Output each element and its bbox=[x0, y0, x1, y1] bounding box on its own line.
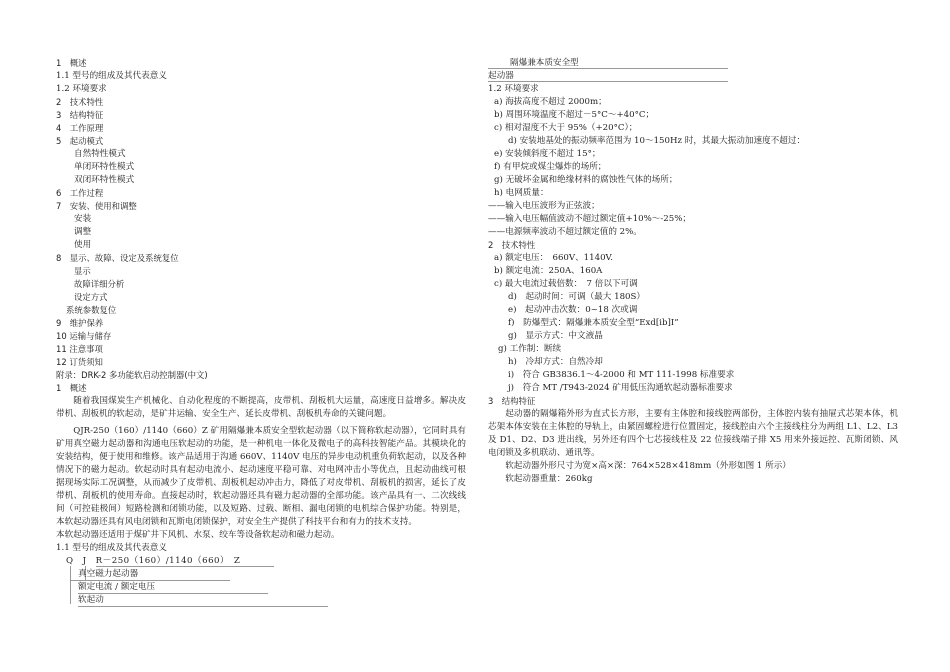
model-diagram-continuation bbox=[488, 57, 898, 83]
toc-entry: 2 技术特性 bbox=[56, 97, 104, 107]
model-label-soft-start: 软起动 bbox=[78, 595, 104, 605]
toc-entry: 4 工作原理 bbox=[56, 123, 104, 133]
environment-item: b) 周围环境温度不超过－5°C～+40°C； bbox=[494, 110, 655, 120]
technical-spec-item: e) 起动冲击次数：0~18 次或调 bbox=[508, 305, 638, 315]
toc-entry: 10 运输与储存 bbox=[56, 331, 112, 341]
model-label-vacuum-starter: 真空磁力起动器 bbox=[78, 569, 139, 579]
toc-entry: 8 显示、故障、设定及系统复位 bbox=[56, 253, 179, 263]
environment-item: h) 电网质量： bbox=[494, 188, 549, 198]
technical-spec-item: g) 显示方式：中文液晶 bbox=[508, 331, 603, 341]
technical-specs-title: 2 技术特性 bbox=[488, 240, 536, 250]
model-leader-line bbox=[488, 81, 728, 82]
section-1-title: 1 概述 bbox=[56, 383, 87, 393]
environment-item: f) 有甲烷或煤尘爆炸的场所； bbox=[494, 162, 607, 172]
environment-item: ——电源频率波动不超过额定值的 2%。 bbox=[488, 227, 642, 237]
model-bracket-line bbox=[96, 566, 274, 567]
structure-paragraph-1: 起动器的隔爆箱外形为直式长方形，主要有主体腔和接线腔两部份，主体腔内装有抽屉式芯架本体，机芯架本体安装在主体腔的导轨上，由紧固螺栓进行位置固定，接线腔由六个主接线柱分为两组 L1、L2、L3 及 D1、D2、D3 进出线，另外还有四个七芯接线柱及 22 位接线端子排 X5 用来外接远控、瓦斯闭锁、风电闭锁及多机联动、通讯等。 bbox=[488, 409, 898, 458]
environment-item: d) 安装地基处的振动频率范围为 10～150Hz 时，其最大振动加速度不超过： bbox=[508, 136, 806, 146]
model-label-explosion-proof: 隔爆兼本质安全型 bbox=[510, 58, 579, 68]
toc-entry: 使用 bbox=[74, 240, 92, 250]
technical-spec-item: f) 防爆型式：隔爆兼本质安全型“Exd[ib]I” bbox=[508, 318, 679, 328]
toc-entry: 设定方式 bbox=[74, 292, 108, 302]
toc-entry: 1.1 型号的组成及其代表意义 bbox=[56, 71, 167, 81]
toc-entry: 3 结构特征 bbox=[56, 110, 104, 120]
environment-item: a) 海拔高度不超过 2000m； bbox=[494, 97, 607, 107]
technical-spec-item: j) 符合 MT /T943-2024 矿用低压沟通软起动器标准要求 bbox=[508, 383, 733, 393]
toc-entry: 显示 bbox=[74, 266, 91, 276]
technical-specs-list bbox=[488, 252, 898, 395]
model-leader-line bbox=[70, 566, 71, 604]
model-label-starter: 起动器 bbox=[488, 71, 514, 81]
technical-spec-item: c) 最大电流过载倍数： 7 倍以下可调 bbox=[494, 279, 638, 289]
environment-item: c) 相对湿度不大于 95%（+20°C）； bbox=[494, 123, 638, 133]
environment-item: e) 安装倾斜度不超过 15°； bbox=[494, 149, 601, 159]
environment-list bbox=[488, 96, 898, 239]
technical-spec-item: d) 起动时间：可调（最大 180S） bbox=[508, 292, 646, 302]
environment-title: 1.2 环境要求 bbox=[488, 84, 539, 94]
technical-spec-item: h) 冷却方式：自然冷却 bbox=[508, 357, 603, 367]
structure-title: 3 结构特征 bbox=[488, 396, 536, 406]
technical-spec-item: a) 额定电压： 660V、1140V. bbox=[494, 253, 613, 263]
toc-entry: 双闭环特性模式 bbox=[74, 175, 135, 185]
section-1-paragraph-2: QJR-250（160）/1140（660）Z 矿用隔爆兼本质安全型软起动器（以下简称软起动器），它同时具有矿用真空磁力起动器和沟通电压软起动的功能，是一种机电一体化及微电子的高科技智能产品。其模块化的安装结构，便于使用和维修。该产品适用于沟通 660V、1140V 电压的异步电动机重负荷软起动，以及各种情况下的磁力起动。软起动时具有起动电流小、起动速度平稳可靠、对电网冲击小等优点，且起动曲线可根据现场实际工况调整，从而减少了皮带机、刮板机起动冲击力，降低了对皮带机、刮板机的损害，延长了皮带机、刮板机的使用寿命。直接起动时，软起动器还具有磁力起动器的全部功能。该产品具有一、二次线线间（可控硅极间）短路检测和闭锁功能，以及短路、过载、断相、漏电闭锁的电机综合保护功能。特别是，本软起动器还具有风电闭锁和瓦斯电闭锁保护，对安全生产提供了科技平台和有力的技术支持。 bbox=[56, 426, 466, 527]
environment-item: g) 无破坏金属和绝缘材料的腐蚀性气体的场所； bbox=[494, 175, 678, 185]
model-leader-line bbox=[488, 68, 728, 69]
model-label-rated-current-voltage: 额定电流 / 额定电压 bbox=[78, 582, 156, 592]
technical-spec-item: i) 符合 GB3836.1～4-2000 和 MT 111-1998 标准要求 bbox=[508, 370, 735, 380]
table-of-contents bbox=[56, 57, 466, 382]
technical-spec-item: g) 工作制：断续 bbox=[498, 344, 562, 354]
toc-entry: 9 维护保养 bbox=[56, 318, 104, 328]
environment-item: ——输入电压波形为正弦波； bbox=[488, 201, 600, 211]
toc-entry: 6 工作过程 bbox=[56, 188, 104, 198]
toc-entry: 故障详细分析 bbox=[74, 279, 125, 289]
toc-entry: 单闭环特性模式 bbox=[74, 162, 135, 172]
toc-entry: 7 安装、使用和调整 bbox=[56, 201, 137, 211]
technical-spec-item: b) 额定电流：250A、160A bbox=[494, 266, 603, 276]
model-leader-line bbox=[78, 606, 328, 607]
toc-entry: 安装 bbox=[74, 214, 92, 224]
subsection-1-1-title: 1.1 型号的组成及其代表意义 bbox=[56, 543, 167, 553]
model-code: Q J R－250（160）/1140（660） Z bbox=[66, 556, 241, 566]
right-column bbox=[488, 57, 898, 486]
environment-item: ——输入电压幅值波动不超过额定值+10%～-25%； bbox=[488, 214, 691, 224]
toc-entry: 5 起动模式 bbox=[56, 136, 104, 146]
toc-entry: 附录：DRK-2 多功能软启动控制器(中文) bbox=[56, 370, 208, 380]
structure-weight: 软起动器重量：260kg bbox=[505, 474, 593, 484]
structure-dimensions: 软起动器外形尺寸为宽×高×深：764×528×418mm（外形如图 1 所示） bbox=[505, 461, 791, 471]
toc-entry: 调整 bbox=[74, 227, 92, 237]
toc-entry: 12 订货须知 bbox=[56, 357, 103, 367]
model-code-diagram bbox=[56, 555, 466, 611]
section-1-paragraph-3: 本软起动器还适用于煤矿井下风机、水泵、绞车等设备软起动和磁力起动。 bbox=[56, 530, 340, 540]
toc-entry: 11 注意事项 bbox=[56, 344, 103, 354]
toc-entry: 系统参数复位 bbox=[66, 305, 117, 315]
toc-entry: 1 概述 bbox=[56, 58, 87, 68]
section-1-paragraph-1: 随着我国煤炭生产机械化、自动化程度的不断提高，皮带机、刮板机大运量，高速度日益增多。解决皮带机、刮板机的软起动，是矿井运输、安全生产、延长皮带机、刮板机寿命的关键问题。 bbox=[56, 396, 466, 419]
toc-entry: 自然特性模式 bbox=[74, 149, 126, 159]
toc-entry: 1.2 环境要求 bbox=[56, 84, 107, 94]
left-column bbox=[56, 57, 466, 611]
